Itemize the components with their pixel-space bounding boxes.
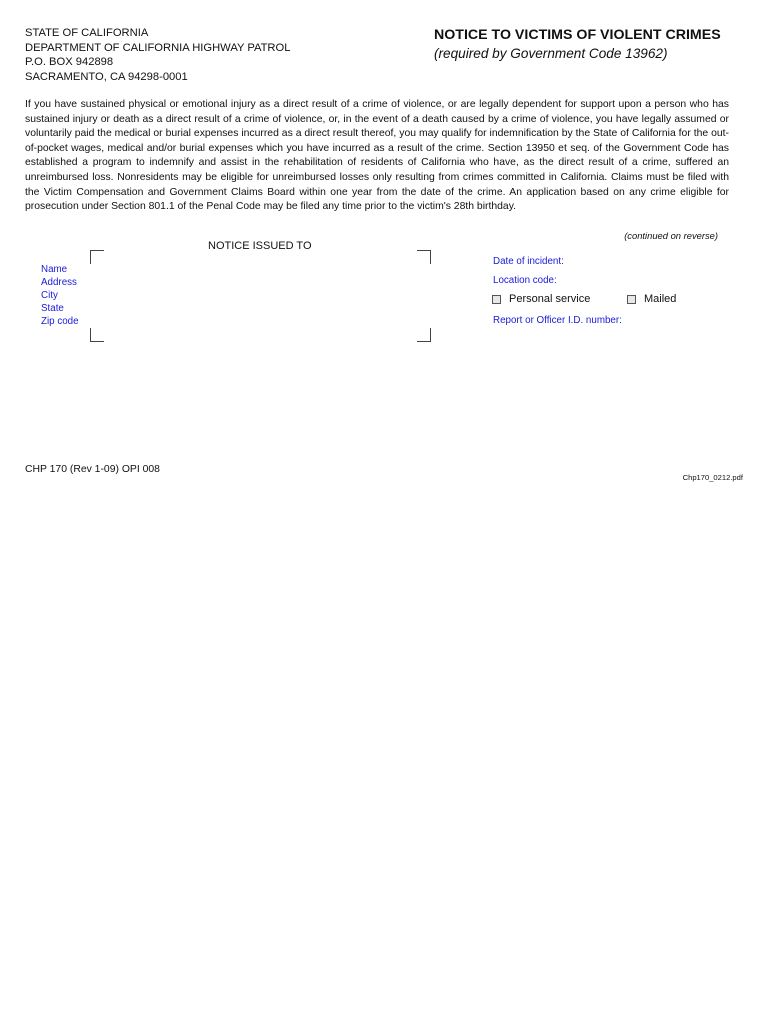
address-window-corner-bottom-right: [417, 328, 431, 342]
location-code-label: Location code:: [493, 275, 557, 286]
address-label: Address: [41, 277, 77, 288]
name-label: Name: [41, 264, 68, 275]
agency-line-department: DEPARTMENT OF CALIFORNIA HIGHWAY PATROL: [25, 41, 291, 54]
mailed-label: Mailed: [644, 293, 677, 305]
address-window-corner-top-right: [417, 250, 431, 264]
mailed-option[interactable]: [627, 293, 676, 305]
zip-code-label: Zip code: [41, 316, 79, 327]
agency-line-city: SACRAMENTO, CA 94298-0001: [25, 70, 188, 83]
address-labels: [41, 263, 79, 328]
address-window-corner-bottom-left: [90, 328, 104, 342]
notice-paragraph: If you have sustained physical or emotional injury as a direct result of a crime of violence, or are legally dependent for support upon a person who has sustained injury or death as a direct result of a crime of violence, or, in the event of a death caused by a crime of violence, you have legally assumed or voluntarily paid the medical or burial expenses incurred as a direct result thereof, you may qualify for indemnification by the State of California for the out-of-pocket wages, medical and/or burial expenses which you have incurred as a result of the crime. Section 13950 et seq. of the Government Code has established a program to indemnify and assist in the rehabilitation of residents of California who have, as the direct result of a crime, suffered an unreimbursed loss. Nonresidents may be eligible for unreimbursed losses only resulting from crimes committed in California. Claims must be filed with the Victim Compensation and Government Claims Board within one year from the date of the crime. An application based on any crime eligible for prosecution under Section 801.1 of the Penal Code may be filed any time prior to the victim's 28th birthday.: [25, 99, 729, 213]
personal-service-checkbox[interactable]: [492, 295, 501, 304]
personal-service-option[interactable]: [492, 293, 590, 305]
city-label: City: [41, 290, 58, 301]
document-title: NOTICE TO VICTIMS OF VIOLENT CRIMES: [434, 27, 721, 43]
mailed-checkbox[interactable]: [627, 295, 636, 304]
state-label: State: [41, 303, 64, 314]
continued-note: (continued on reverse): [624, 230, 718, 241]
agency-block: [25, 26, 290, 84]
date-of-incident-label: Date of incident:: [493, 256, 564, 267]
agency-line-po-box: P.O. BOX 942898: [25, 56, 114, 69]
notice-issued-to-heading: NOTICE ISSUED TO: [208, 240, 312, 252]
agency-line-state: STATE OF CALIFORNIA: [25, 27, 149, 39]
file-name: Chp170_0212.pdf: [682, 473, 743, 482]
form-id: CHP 170 (Rev 1-09) OPI 008: [25, 464, 160, 475]
document-subtitle: (required by Government Code 13962): [434, 46, 668, 61]
address-window-corner-top-left: [90, 250, 104, 264]
personal-service-label: Personal service: [509, 293, 591, 305]
report-officer-id-label: Report or Officer I.D. number:: [493, 315, 622, 326]
